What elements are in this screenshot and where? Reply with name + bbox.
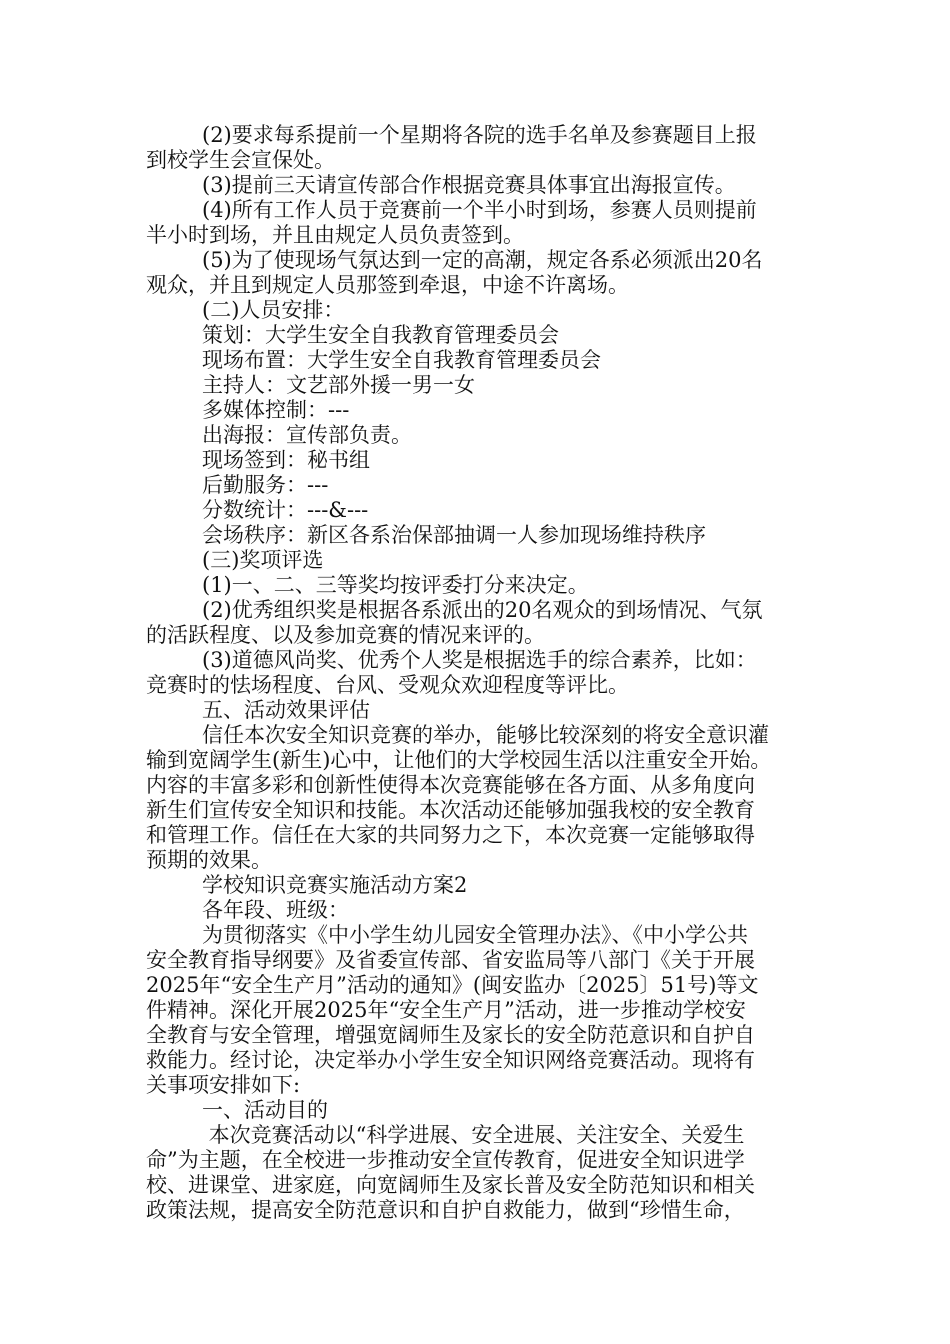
text-line: 半小时到场，并且由规定人员负责签到。 xyxy=(146,223,524,247)
text-line: (2)要求每系提前一个星期将各院的选手名单及参赛题目上报 xyxy=(202,123,757,147)
text-line: (2)优秀组织奖是根据各系派出的20名观众的到场情况、气氛 xyxy=(202,598,763,622)
text-line: 全教育与安全管理，增强宽阔师生及家长的安全防范意识和自护自 xyxy=(146,1023,755,1047)
text-line: 到校学生会宣保处。 xyxy=(146,148,335,172)
text-line: 件精神。深化开展2025年“安全生产月”活动，进一步推动学校安 xyxy=(146,998,746,1022)
text-line: (3)道德风尚奖、优秀个人奖是根据选手的综合素养，比如： xyxy=(202,648,757,672)
text-line: 策划：大学生安全自我教育管理委员会 xyxy=(202,323,559,347)
text-line: 预期的效果。 xyxy=(146,848,272,872)
text-line: 竞赛时的怯场程度、台风、受观众欢迎程度等评比。 xyxy=(146,673,629,697)
text-line: 命”为主题，在全校进一步推动安全宣传教育，促进安全知识进学 xyxy=(146,1148,745,1172)
text-line: 各年段、班级： xyxy=(202,898,349,922)
text-line: 新生们宣传安全知识和技能。本次活动还能够加强我校的安全教育 xyxy=(146,798,755,822)
document-body xyxy=(146,123,806,1223)
text-line: 内容的丰富多彩和创新性使得本次竞赛能够在各方面、从多角度向 xyxy=(146,773,755,797)
text-line: 为贯彻落实《中小学生幼儿园安全管理办法》、《中小学公共 xyxy=(202,923,748,947)
text-line: 校、进课堂、进家庭，向宽阔师生及家长普及安全防范知识和相关 xyxy=(146,1173,755,1197)
text-line: 会场秩序：新区各系治保部抽调一人参加现场维持秩序 xyxy=(202,523,706,547)
text-line: (1)一、二、三等奖均按评委打分来决定。 xyxy=(202,573,589,597)
text-line: 一、活动目的 xyxy=(202,1098,328,1122)
text-line: 2025年“安全生产月”活动的通知》(闽安监办〔2025〕51号)等文 xyxy=(146,973,759,997)
text-line: 输到宽阔学生(新生)心中，让他们的大学校园生活以注重安全开始。 xyxy=(146,748,772,772)
text-line: 分数统计：---&--- xyxy=(202,498,369,522)
text-line: 现场布置：大学生安全自我教育管理委员会 xyxy=(202,348,601,372)
text-line: (二)人员安排： xyxy=(202,298,345,322)
text-line: 学校知识竞赛实施活动方案2 xyxy=(202,873,468,897)
text-line: 关事项安排如下: xyxy=(146,1073,301,1097)
text-line: 后勤服务：--- xyxy=(202,473,329,497)
text-line: 政策法规，提高安全防范意识和自护自救能力，做到“珍惜生命， xyxy=(146,1198,745,1222)
text-line: 救能力。经讨论，决定举办小学生安全知识网络竞赛活动。现将有 xyxy=(146,1048,755,1072)
text-line: 观众，并且到规定人员那签到牵退，中途不许离场。 xyxy=(146,273,629,297)
text-line: 多媒体控制：--- xyxy=(202,398,350,422)
text-line: 安全教育指导纲要》及省委宣传部、省安监局等八部门《关于开展 xyxy=(146,948,755,972)
text-line: 现场签到：秘书组 xyxy=(202,448,370,472)
text-line: 本次竞赛活动以“科学进展、安全进展、关注安全、关爱生 xyxy=(202,1123,745,1147)
text-line: 出海报：宣传部负责。 xyxy=(202,423,412,447)
text-line: (5)为了使现场气氛达到一定的高潮，规定各系必须派出20名 xyxy=(202,248,763,272)
text-line: (4)所有工作人员于竞赛前一个半小时到场，参赛人员则提前 xyxy=(202,198,757,222)
text-line: 主持人：文艺部外援一男一女 xyxy=(202,373,475,397)
text-line: 信任本次安全知识竞赛的举办，能够比较深刻的将安全意识灌 xyxy=(202,723,769,747)
text-line: 的活跃程度、以及参加竞赛的情况来评的。 xyxy=(146,623,545,647)
text-line: (三)奖项评选 xyxy=(202,548,324,572)
text-line: 和管理工作。信任在大家的共同努力之下，本次竞赛一定能够取得 xyxy=(146,823,755,847)
text-line: (3)提前三天请宣传部合作根据竞赛具体事宜出海报宣传。 xyxy=(202,173,736,197)
text-line: 五、活动效果评估 xyxy=(202,698,370,722)
